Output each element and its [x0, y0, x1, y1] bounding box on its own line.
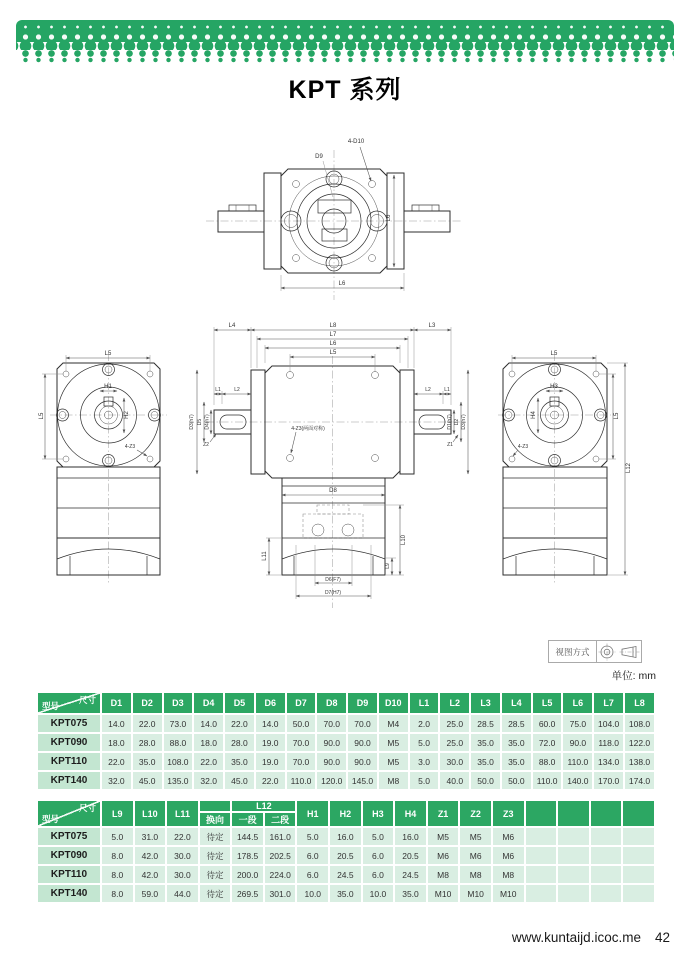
table-row [38, 866, 654, 883]
value-cell: M5 [379, 753, 408, 770]
column-header: H1 [297, 801, 328, 826]
value-cell [526, 847, 557, 864]
value-cell: 50.0 [502, 772, 531, 789]
value-cell: 5.0 [410, 772, 439, 789]
dim-label-h2: H2 [124, 411, 130, 419]
value-cell: 16.0 [330, 828, 361, 845]
column-header: L3 [471, 693, 500, 713]
value-cell: 待定 [200, 866, 231, 883]
huanxiang-spacer [200, 801, 231, 811]
group-header-l12: L12 [232, 801, 295, 811]
value-cell: 59.0 [135, 885, 166, 902]
value-cell: 3.0 [410, 753, 439, 770]
column-header: L10 [135, 801, 166, 826]
value-cell: 301.0 [265, 885, 296, 902]
value-cell: 178.5 [232, 847, 263, 864]
dim-label-l2-right: L2 [425, 387, 431, 393]
column-header: L1 [410, 693, 439, 713]
value-cell: M5 [428, 828, 459, 845]
top-view [206, 139, 462, 300]
value-cell: 88.0 [533, 753, 562, 770]
value-cell: 90.0 [348, 734, 377, 751]
value-cell: 22.0 [256, 772, 285, 789]
value-cell: 138.0 [625, 753, 654, 770]
value-cell [591, 847, 622, 864]
value-cell: 72.0 [533, 734, 562, 751]
value-cell: 35.0 [133, 753, 162, 770]
value-cell: 6.0 [297, 866, 328, 883]
value-cell [591, 866, 622, 883]
value-cell: 35.0 [330, 885, 361, 902]
table-row [38, 715, 654, 732]
model-cell: KPT110 [38, 753, 100, 770]
banner-strip [16, 32, 674, 42]
column-header: L9 [102, 801, 133, 826]
column-header: D6 [256, 693, 285, 713]
value-cell: 35.0 [502, 734, 531, 751]
value-cell: 22.0 [225, 715, 254, 732]
column-header: D4 [194, 693, 223, 713]
value-cell: 70.0 [287, 753, 316, 770]
value-cell: 31.0 [135, 828, 166, 845]
value-cell: 90.0 [317, 753, 346, 770]
value-cell: 8.0 [102, 866, 133, 883]
value-cell: 24.5 [395, 866, 426, 883]
corner-label-model: 型号 [42, 814, 60, 824]
dim-label-l9: L9 [385, 563, 391, 569]
value-cell: 35.0 [225, 753, 254, 770]
dim-label-z3: 4-Z3 [124, 444, 136, 450]
banner-strip [16, 20, 674, 32]
model-cell: KPT110 [38, 866, 100, 883]
value-cell: 73.0 [164, 715, 193, 732]
value-cell: 22.0 [167, 828, 198, 845]
value-cell: 108.0 [164, 753, 193, 770]
banner-strip [16, 50, 674, 57]
dim-label-z1: Z1 [447, 442, 453, 448]
value-cell: 10.0 [363, 885, 394, 902]
column-header: L8 [625, 693, 654, 713]
dim-label-d1: D1(h7) [447, 414, 453, 430]
column-header: L6 [563, 693, 592, 713]
corner-label-model: 型号 [42, 701, 60, 711]
value-cell: 35.0 [471, 734, 500, 751]
model-cell: KPT090 [38, 847, 100, 864]
dim-label-d4: D4(h7) [204, 414, 211, 430]
table-head [38, 693, 654, 713]
column-header [558, 801, 589, 826]
value-cell: 6.0 [297, 847, 328, 864]
table-body [38, 828, 654, 902]
model-cell: KPT075 [38, 828, 100, 845]
column-header: D8 [317, 693, 346, 713]
column-header: D5 [225, 693, 254, 713]
dim-label-l11: L11 [262, 551, 268, 561]
value-cell: 待定 [200, 847, 231, 864]
dim-label-l7: L7 [329, 332, 337, 338]
corner-label-dimension: 尺寸 [78, 695, 96, 705]
value-cell: 60.0 [533, 715, 562, 732]
table-corner-cell [38, 693, 100, 713]
value-cell: M8 [379, 772, 408, 789]
value-cell [591, 885, 622, 902]
value-cell: 19.0 [256, 734, 285, 751]
value-cell [558, 847, 589, 864]
group-sub-header: 一段 [232, 813, 263, 826]
dim-label-d3-left: D3(h7) [189, 414, 195, 430]
value-cell: M10 [428, 885, 459, 902]
value-cell: 134.0 [594, 753, 623, 770]
value-cell: 44.0 [167, 885, 198, 902]
dim-label-l8: L8 [329, 323, 337, 329]
value-cell: 122.0 [625, 734, 654, 751]
view-method-icons [597, 641, 641, 662]
column-header [591, 801, 622, 826]
dim-label-l12: L12 [626, 462, 632, 474]
value-cell: 50.0 [287, 715, 316, 732]
value-cell: 8.0 [102, 885, 133, 902]
value-cell: 6.0 [363, 866, 394, 883]
value-cell [623, 866, 654, 883]
value-cell: 50.0 [471, 772, 500, 789]
decorative-dot-banner [16, 20, 674, 63]
value-cell: 75.0 [563, 715, 592, 732]
column-header: L11 [167, 801, 198, 826]
left-side-view [39, 351, 167, 585]
model-cell: KPT090 [38, 734, 100, 751]
column-header: H2 [330, 801, 361, 826]
unit-label: 单位: mm [611, 670, 656, 682]
value-cell: 14.0 [102, 715, 131, 732]
value-cell: 45.0 [133, 772, 162, 789]
value-cell: 118.0 [594, 734, 623, 751]
value-cell: 22.0 [194, 753, 223, 770]
value-cell: 28.0 [133, 734, 162, 751]
value-cell: 200.0 [232, 866, 263, 883]
value-cell: 5.0 [363, 828, 394, 845]
value-cell: 14.0 [256, 715, 285, 732]
value-cell: 30.0 [440, 753, 469, 770]
value-cell: 70.0 [287, 734, 316, 751]
value-cell: 16.0 [395, 828, 426, 845]
table-row [38, 828, 654, 845]
projection-circle-icon [597, 643, 617, 661]
model-cell: KPT075 [38, 715, 100, 732]
value-cell [558, 866, 589, 883]
value-cell: 202.5 [265, 847, 296, 864]
dim-label-d5: D5 [197, 418, 203, 426]
dim-label-d8: D8 [329, 488, 337, 494]
value-cell: 待定 [200, 885, 231, 902]
value-cell: M6 [493, 847, 524, 864]
value-cell: 70.0 [317, 715, 346, 732]
value-cell: 42.0 [135, 866, 166, 883]
value-cell: M6 [428, 847, 459, 864]
header-row [38, 693, 654, 713]
value-cell: 269.5 [232, 885, 263, 902]
banner-strip [16, 42, 674, 50]
dim-label-bore: D9 [315, 154, 323, 160]
column-header: D1 [102, 693, 131, 713]
dim-label-d3-right: D3(h7) [461, 414, 467, 430]
value-cell: 32.0 [102, 772, 131, 789]
value-cell: 28.0 [225, 734, 254, 751]
value-cell: M5 [460, 828, 491, 845]
value-cell: 144.5 [232, 828, 263, 845]
column-header [623, 801, 654, 826]
dim-label-l1-left: L1 [215, 387, 221, 393]
projection-cone-icon [619, 643, 641, 661]
right-side-view [498, 351, 632, 585]
value-cell: 8.0 [102, 847, 133, 864]
value-cell: 14.0 [194, 715, 223, 732]
dim-label-bolt-holes: 4-D10 [347, 139, 365, 145]
dim-label-l1-right: L1 [444, 387, 450, 393]
value-cell: 6.0 [363, 847, 394, 864]
table-row [38, 734, 654, 751]
value-cell: M8 [460, 866, 491, 883]
value-cell: M6 [493, 828, 524, 845]
value-cell: 45.0 [225, 772, 254, 789]
dim-label-l10: L10 [401, 534, 407, 546]
value-cell: 135.0 [164, 772, 193, 789]
value-cell: 22.0 [133, 715, 162, 732]
value-cell: 20.5 [330, 847, 361, 864]
value-cell: 30.0 [167, 866, 198, 883]
dim-label-z2: Z2 [203, 442, 209, 448]
value-cell: 70.0 [348, 715, 377, 732]
column-header: L4 [502, 693, 531, 713]
value-cell: M4 [379, 715, 408, 732]
value-cell: 40.0 [440, 772, 469, 789]
value-cell: M5 [379, 734, 408, 751]
dim-label-h1: H1 [104, 384, 112, 390]
dim-label-l5-top: L5 [550, 351, 558, 357]
column-header: L2 [440, 693, 469, 713]
table-row [38, 753, 654, 770]
model-cell: KPT140 [38, 772, 100, 789]
dim-label-l3: L3 [428, 323, 436, 329]
dim-label-top-height: L6 [386, 214, 392, 222]
value-cell: 35.0 [471, 753, 500, 770]
website-url: www.kuntaijd.icoc.me [511, 930, 641, 945]
column-header [526, 801, 557, 826]
value-cell: 104.0 [594, 715, 623, 732]
group-sub-header: 二段 [265, 813, 296, 826]
value-cell: M8 [493, 866, 524, 883]
value-cell: M10 [493, 885, 524, 902]
dimension-table-2 [36, 799, 656, 904]
value-cell: 10.0 [297, 885, 328, 902]
value-cell: 145.0 [348, 772, 377, 789]
huanxiang-header: 换向 [200, 813, 231, 826]
value-cell: 5.0 [297, 828, 328, 845]
value-cell: 90.0 [563, 734, 592, 751]
value-cell: M10 [460, 885, 491, 902]
value-cell [623, 847, 654, 864]
view-method-box [548, 640, 642, 663]
value-cell: 90.0 [317, 734, 346, 751]
page-footer [512, 930, 670, 945]
table-row [38, 885, 654, 902]
column-header: Z1 [428, 801, 459, 826]
value-cell: 110.0 [533, 772, 562, 789]
header-row-1 [38, 801, 654, 811]
dim-label-h4: H4 [531, 411, 537, 419]
dim-label-z3: 4-Z3 [517, 444, 529, 450]
value-cell [526, 866, 557, 883]
value-cell: 5.0 [102, 828, 133, 845]
value-cell: 待定 [200, 828, 231, 845]
value-cell: 25.0 [440, 734, 469, 751]
dim-label-h3: H3 [550, 384, 558, 390]
value-cell: 19.0 [256, 753, 285, 770]
value-cell [558, 828, 589, 845]
value-cell: 28.5 [471, 715, 500, 732]
value-cell: 108.0 [625, 715, 654, 732]
dim-label-l6: L6 [329, 341, 337, 347]
dim-label-d7: D7(H7) [324, 590, 342, 596]
view-method-label: 视图方式 [549, 641, 597, 662]
technical-drawing [0, 115, 690, 625]
dim-label-l5-left: L5 [39, 412, 45, 420]
value-cell: 161.0 [265, 828, 296, 845]
value-cell [623, 828, 654, 845]
dim-label-l4: L4 [228, 323, 236, 329]
value-cell: 20.5 [395, 847, 426, 864]
value-cell: 140.0 [563, 772, 592, 789]
model-cell: KPT140 [38, 885, 100, 902]
dim-label-l5-top: L5 [104, 351, 112, 357]
value-cell: 90.0 [348, 753, 377, 770]
column-header: D3 [164, 693, 193, 713]
page-title: KPT 系列 [288, 76, 402, 104]
dimension-table-1 [36, 691, 656, 791]
dim-label-z3-note: 4-Z3(两面对称) [291, 426, 325, 432]
dim-label-l5-right: L5 [614, 412, 620, 420]
value-cell: 224.0 [265, 866, 296, 883]
column-header: L5 [533, 693, 562, 713]
value-cell: 24.5 [330, 866, 361, 883]
dim-label-d2: D2 [454, 418, 460, 426]
page-number: 42 [654, 930, 670, 945]
value-cell: 22.0 [102, 753, 131, 770]
value-cell: 2.0 [410, 715, 439, 732]
value-cell: M6 [460, 847, 491, 864]
table-row [38, 847, 654, 864]
value-cell: 35.0 [502, 753, 531, 770]
value-cell [558, 885, 589, 902]
table-body [38, 715, 654, 789]
dim-label-top-width: L6 [338, 281, 346, 287]
table-corner-cell [38, 801, 100, 826]
value-cell: M8 [428, 866, 459, 883]
column-header: D7 [287, 693, 316, 713]
dim-label-d6: D6(F7) [325, 577, 341, 583]
column-header: L7 [594, 693, 623, 713]
value-cell: 25.0 [440, 715, 469, 732]
value-cell: 35.0 [395, 885, 426, 902]
value-cell: 88.0 [164, 734, 193, 751]
table-row [38, 772, 654, 789]
value-cell: 120.0 [317, 772, 346, 789]
value-cell: 32.0 [194, 772, 223, 789]
value-cell [591, 828, 622, 845]
column-header: Z2 [460, 801, 491, 826]
column-header: Z3 [493, 801, 524, 826]
value-cell [526, 885, 557, 902]
value-cell [526, 828, 557, 845]
dim-label-l5: L5 [329, 350, 337, 356]
center-view [189, 323, 468, 608]
value-cell: 174.0 [625, 772, 654, 789]
table-head [38, 801, 654, 826]
column-header: H3 [363, 801, 394, 826]
value-cell: 5.0 [410, 734, 439, 751]
value-cell: 18.0 [102, 734, 131, 751]
value-cell: 170.0 [594, 772, 623, 789]
value-cell: 18.0 [194, 734, 223, 751]
value-cell: 28.5 [502, 715, 531, 732]
value-cell: 42.0 [135, 847, 166, 864]
column-header: D10 [379, 693, 408, 713]
corner-label-dimension: 尺寸 [78, 803, 96, 813]
banner-strip [16, 57, 674, 63]
value-cell: 30.0 [167, 847, 198, 864]
column-header: D2 [133, 693, 162, 713]
column-header: D9 [348, 693, 377, 713]
dim-label-l2-left: L2 [234, 387, 240, 393]
column-header: H4 [395, 801, 426, 826]
value-cell: 110.0 [563, 753, 592, 770]
value-cell: 110.0 [287, 772, 316, 789]
value-cell [623, 885, 654, 902]
